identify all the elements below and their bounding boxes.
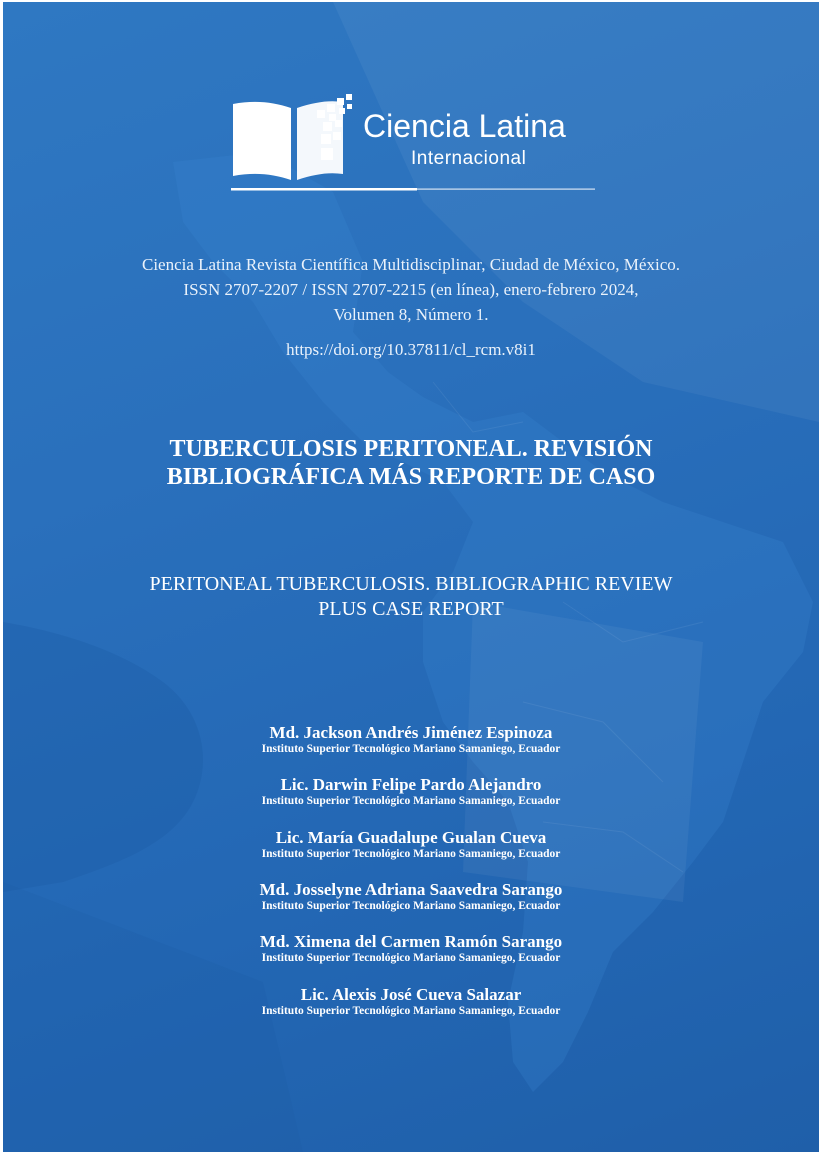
author-affiliation: Instituto Superior Tecnológico Mariano Samaniego, Ecuador bbox=[261, 795, 561, 807]
author-affiliation: Instituto Superior Tecnológico Mariano Samaniego, Ecuador bbox=[261, 952, 561, 964]
open-book-pixel-icon bbox=[233, 94, 352, 180]
journal-cover bbox=[3, 2, 819, 1152]
author-entry bbox=[3, 932, 819, 965]
logo-underline-thin bbox=[417, 189, 595, 190]
title-en-line-1: PERITONEAL TUBERCULOSIS. BIBLIOGRAPHIC REVIEW bbox=[149, 573, 673, 595]
author-affiliation: Instituto Superior Tecnológico Mariano Samaniego, Ecuador bbox=[261, 743, 561, 755]
author-affiliation: Instituto Superior Tecnológico Mariano Samaniego, Ecuador bbox=[261, 1005, 561, 1017]
title-es-line-2: BIBLIOGRÁFICA MÁS REPORTE DE CASO bbox=[166, 464, 656, 490]
author-entry bbox=[3, 775, 819, 808]
title-en-line-2: PLUS CASE REPORT bbox=[318, 598, 504, 620]
author-entry bbox=[3, 985, 819, 1018]
author-affiliation: Instituto Superior Tecnológico Mariano Samaniego, Ecuador bbox=[261, 848, 561, 860]
brand-subtitle: Internacional bbox=[411, 148, 527, 169]
journal-line-2: ISSN 2707-2207 / ISSN 2707-2215 (en línea), enero-febrero 2024, bbox=[183, 280, 639, 299]
author-name: Lic. María Guadalupe Gualan Cueva bbox=[275, 828, 547, 847]
author-entry bbox=[3, 828, 819, 861]
journal-line-3: Volumen 8, Número 1. bbox=[333, 305, 489, 324]
author-name: Md. Jackson Andrés Jiménez Espinoza bbox=[269, 723, 553, 742]
author-name: Lic. Darwin Felipe Pardo Alejandro bbox=[280, 775, 542, 794]
author-affiliation: Instituto Superior Tecnológico Mariano Samaniego, Ecuador bbox=[261, 900, 561, 912]
journal-line-1: Ciencia Latina Revista Científica Multidisciplinar, Ciudad de México, México. bbox=[142, 255, 680, 274]
title-es-line-1: TUBERCULOSIS PERITONEAL. REVISIÓN bbox=[169, 436, 653, 462]
author-entry bbox=[3, 723, 819, 756]
logo-underline bbox=[231, 188, 417, 191]
author-entry bbox=[3, 880, 819, 913]
author-name: Md. Ximena del Carmen Ramón Sarango bbox=[259, 932, 563, 951]
brand-name: Ciencia Latina bbox=[363, 108, 566, 144]
doi-link[interactable]: https://doi.org/10.37811/cl_rcm.v8i1 bbox=[286, 340, 536, 359]
author-name: Lic. Alexis José Cueva Salazar bbox=[300, 985, 522, 1004]
author-name: Md. Josselyne Adriana Saavedra Sarango bbox=[259, 880, 563, 899]
